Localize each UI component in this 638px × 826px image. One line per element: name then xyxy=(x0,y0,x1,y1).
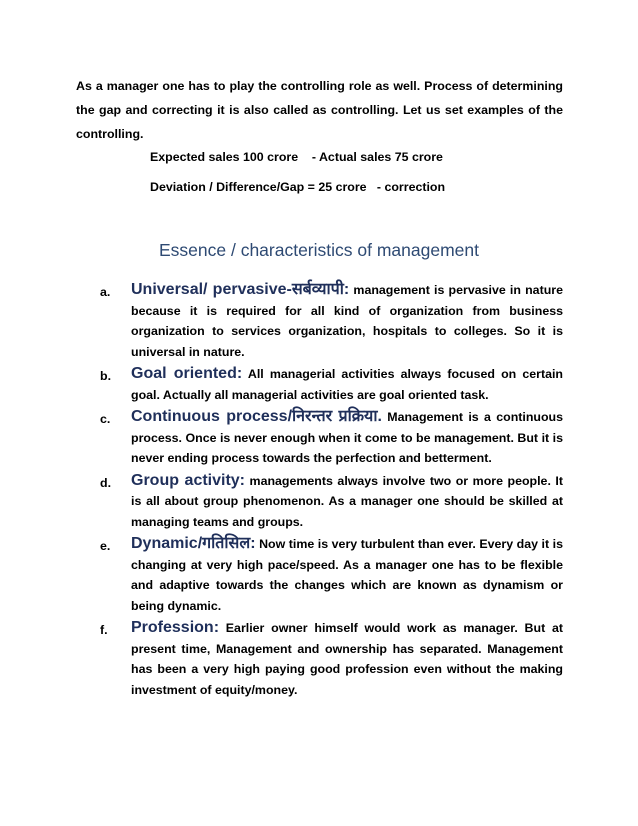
list-marker: e. xyxy=(100,539,111,553)
list-item xyxy=(100,280,563,362)
item-text: All managerial activities always focused on certain goal. Actually all managerial activities are goal oriented task. xyxy=(131,367,564,402)
list-marker: f. xyxy=(100,623,108,637)
item-term: Group activity: xyxy=(131,471,246,489)
example-line-deviation: Deviation / Difference/Gap = 25 crore - correction xyxy=(150,180,446,194)
intro-paragraph: As a manager one has to play the controlling role as well. Process of determining the gap and correcting it is also called as controlling. Let us set examples of the controlling. xyxy=(76,79,563,141)
example-line-expected-sales: Expected sales 100 crore - Actual sales 75 crore xyxy=(150,150,443,164)
item-text: management is pervasive in nature because it is required for all kind of organization from business organization to services organization, hospitals to colleges. So it is universal in nature. xyxy=(131,283,563,359)
item-term: Continuous process/निरन्तर प्रक्रिया. xyxy=(131,408,382,425)
item-term: Goal oriented: xyxy=(131,365,243,382)
list-marker: a. xyxy=(100,285,111,299)
list-marker: b. xyxy=(100,369,112,383)
section-heading: Essence / characteristics of management xyxy=(158,240,479,260)
item-term: Dynamic/गतिसिल: xyxy=(131,535,256,552)
list-item xyxy=(100,618,563,700)
item-text: Management is a continuous process. Once is never enough when it come to be management. But it is never ending process towards the perfection and betterment. xyxy=(131,410,564,465)
list-item xyxy=(100,471,563,533)
list-item xyxy=(100,364,563,405)
list-marker: d. xyxy=(100,475,112,490)
item-text: managements always involve two or more people. It is all about group phenomenon. As a manager one should be skilled at managing teams and groups. xyxy=(131,473,564,529)
characteristics-list xyxy=(100,280,563,700)
item-term: Profession: xyxy=(131,619,220,636)
list-marker: c. xyxy=(100,412,111,426)
item-text: Now time is very turbulent than ever. Every day it is changing at very high pace/speed. As a manager one has to be flexible and adaptive towards the changes which are known as dynamism or being dynamic. xyxy=(131,537,563,613)
list-item xyxy=(100,407,563,469)
item-term: Universal/ pervasive-सर्बव्यापी: xyxy=(131,281,350,298)
item-text: Earlier owner himself would work as manager. But at present time, Management and ownership has separated. Management has been a very high paying good profession even without the making investment of equity/money. xyxy=(131,621,563,697)
list-item xyxy=(100,534,563,616)
